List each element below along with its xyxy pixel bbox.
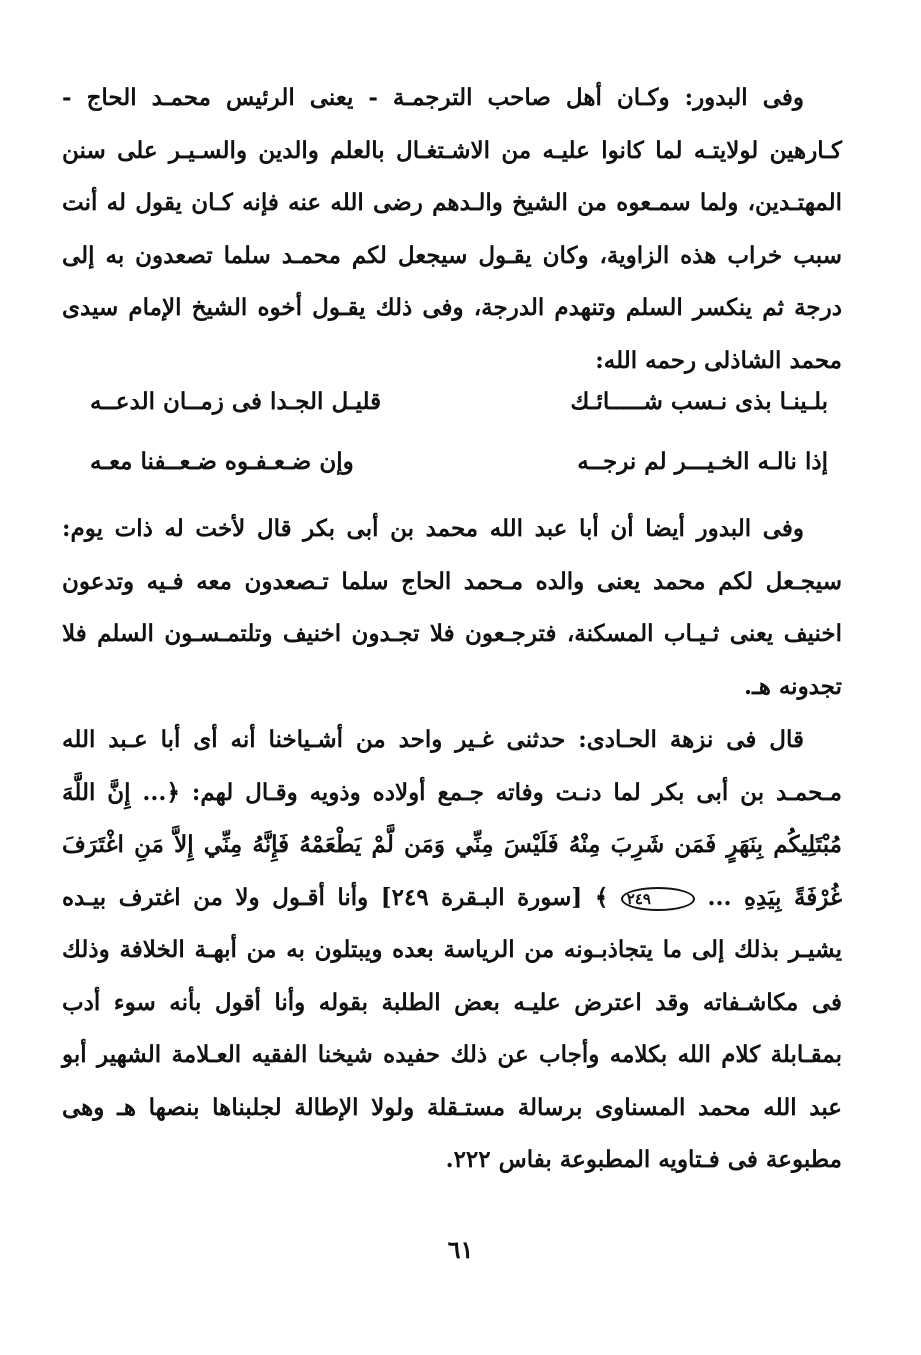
paragraph-3 xyxy=(62,714,842,1187)
poem-verse-2-second-hemistich: وإن ضـعـفـوه ضـعــفنا معـه xyxy=(90,448,354,475)
paragraph-1-text: وفى البدور: وكـان أهل صاحب الترجمـة - يعنى الرئيس محمـد الحاج - كـارهين لولايتـه لما كانوا عليـه من الاشـتغـال بالعلم والدين والسـيـر على سنن المهتـدين، ولما سمـعوه من الشيخ والـدهم رضى الله عنه فإنه كـان يقول له أنت سبب خراب هذه الزاوية، وكان يقـول سيجعل لكم محمـد سلما تصعدون به إلى درجة ثم ينكسر السلم وتنهدم الدرجة، وفى ذلك يقـول أخوه الشيخ الإمام سيدى محمد الشاذلى رحمه الله: xyxy=(62,84,842,374)
paragraph-3-continuation: [سورة البـقرة ٢٤٩] وأنا أقـول ولا من اغترف بيـده يشيـر بذلك إلى ما يتجاذبـونه من الرياسة بعده ويبتلون به من أبهـة الخلافة وذلك فى مكاشـفاته وقد اعترض عليـه بعض الطلبة بقوله وأنا أقول بأنه سوء أدب بمقـابلة كلام الله بكلامه وأجاب عن ذلك حفيده شيخنا الفقيه العـلامة الشهير أبو عبد الله محمد المسناوى برسالة مستـقلة ولولا الإطالة لجلبناها بنصها هـ وهى مطبوعة فى فـتاويه المطبوعة بفاس ٢٢٢. xyxy=(62,883,842,1173)
paragraph-2-text: وفى البدور أيضا أن أبا عبد الله محمد بن أبى بكر قال لأخت له ذات يوم: سيجـعل لكم محمد يعنى والده مـحمد الحاج سلما تـصعدون معه فـيه وتدعون اخنيف يعنى ثـيـاب المسكنة، فترجـعون فلا تجـدون اخنيف وتلتمـسـون السلم فلا تجدونه هـ. xyxy=(62,515,842,700)
ayah-number-mark: ٢٤٩ xyxy=(621,887,695,911)
quran-verse: ... إِنَّ اللَّهَ مُبْتَلِيكُم بِنَهَرٍ فَمَن شَرِبَ مِنْهُ فَلَيْسَ مِنِّي وَمَن لَّمْ يَطْعَمْهُ فَإِنَّهُ مِنِّي إِلاَّ مَنِ اغْتَرَفَ غُرْفَةً بِيَدِهِ ... xyxy=(62,778,842,911)
paragraph-3-text xyxy=(62,714,842,1187)
page-number: ٦١ xyxy=(447,1235,474,1264)
poem-verse-2 xyxy=(62,438,842,498)
poem-verse-1-second-hemistich: قليـل الجـدا فى زمــان الدعــه xyxy=(90,388,382,415)
quran-open-bracket: ﴿ xyxy=(166,778,180,806)
poem xyxy=(62,378,842,498)
poem-verse-2-first-hemistich: إذا نالـه الخـيـــر لم نرجــه xyxy=(577,448,828,475)
quran-close-bracket: ﴾ xyxy=(594,883,609,911)
paragraph-1 xyxy=(62,72,842,387)
paragraph-3-intro: قال فى نزهة الحـادى: حدثنى غـير واحد من أشـياخنا أنه أى أبا عـبد الله مـحمـد بن أبى بكر لما دنـت وفاته جـمع أولاده وذويه وقـال لهم: xyxy=(62,726,842,806)
paragraph-2 xyxy=(62,503,842,713)
poem-verse-1 xyxy=(62,378,842,438)
poem-verse-1-first-hemistich: بلـينـا بذى نـسب شـــــائـك xyxy=(570,388,828,415)
